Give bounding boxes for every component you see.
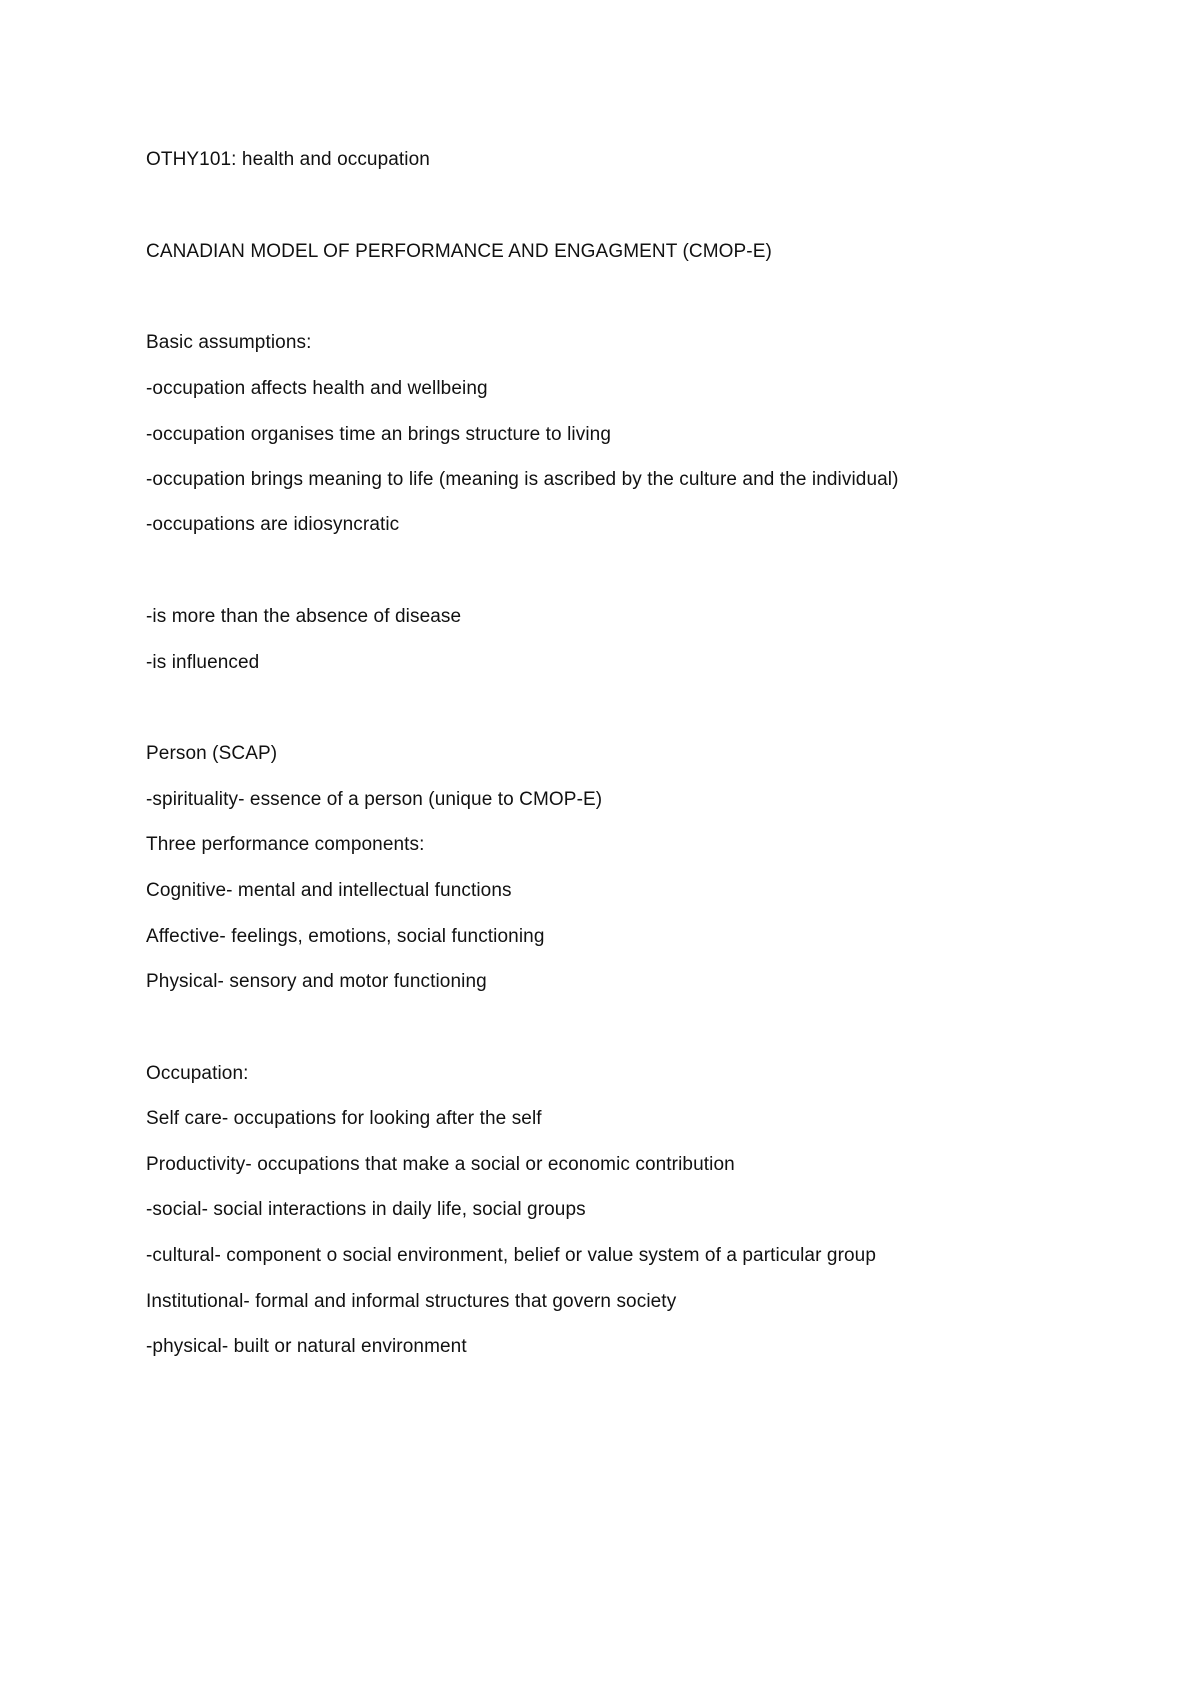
component-item: Affective- feelings, emotions, social functioning (146, 926, 545, 947)
occupation-item: Institutional- formal and informal structures that govern society (146, 1291, 677, 1312)
occupation-heading: Occupation: (146, 1063, 249, 1084)
basic-assumptions-heading: Basic assumptions: (146, 332, 312, 353)
occupation-item: -cultural- component o social environment, belief or value system of a particular group (146, 1245, 876, 1266)
occupation-item: -social- social interactions in daily life, social groups (146, 1199, 586, 1220)
model-heading: CANADIAN MODEL OF PERFORMANCE AND ENGAGMENT (CMOP-E) (146, 241, 772, 262)
assumption-item: -occupation organises time an brings structure to living (146, 424, 611, 445)
person-heading: Person (SCAP) (146, 743, 278, 764)
occupation-item: Productivity- occupations that make a social or economic contribution (146, 1154, 735, 1175)
document-title: OTHY101: health and occupation (146, 149, 430, 170)
assumption-item: -occupation affects health and wellbeing (146, 378, 488, 399)
occupation-item: Self care- occupations for looking after the self (146, 1108, 542, 1129)
health-item: -is more than the absence of disease (146, 606, 462, 627)
component-item: Physical- sensory and motor functioning (146, 971, 487, 992)
components-heading: Three performance components: (146, 834, 425, 855)
spirituality-line: -spirituality- essence of a person (unique to CMOP-E) (146, 789, 603, 810)
occupation-item: -physical- built or natural environment (146, 1336, 467, 1357)
component-item: Cognitive- mental and intellectual functions (146, 880, 512, 901)
assumption-item: -occupation brings meaning to life (meaning is ascribed by the culture and the individual) (146, 469, 899, 490)
assumption-item: -occupations are idiosyncratic (146, 514, 400, 535)
health-item: -is influenced (146, 652, 260, 673)
